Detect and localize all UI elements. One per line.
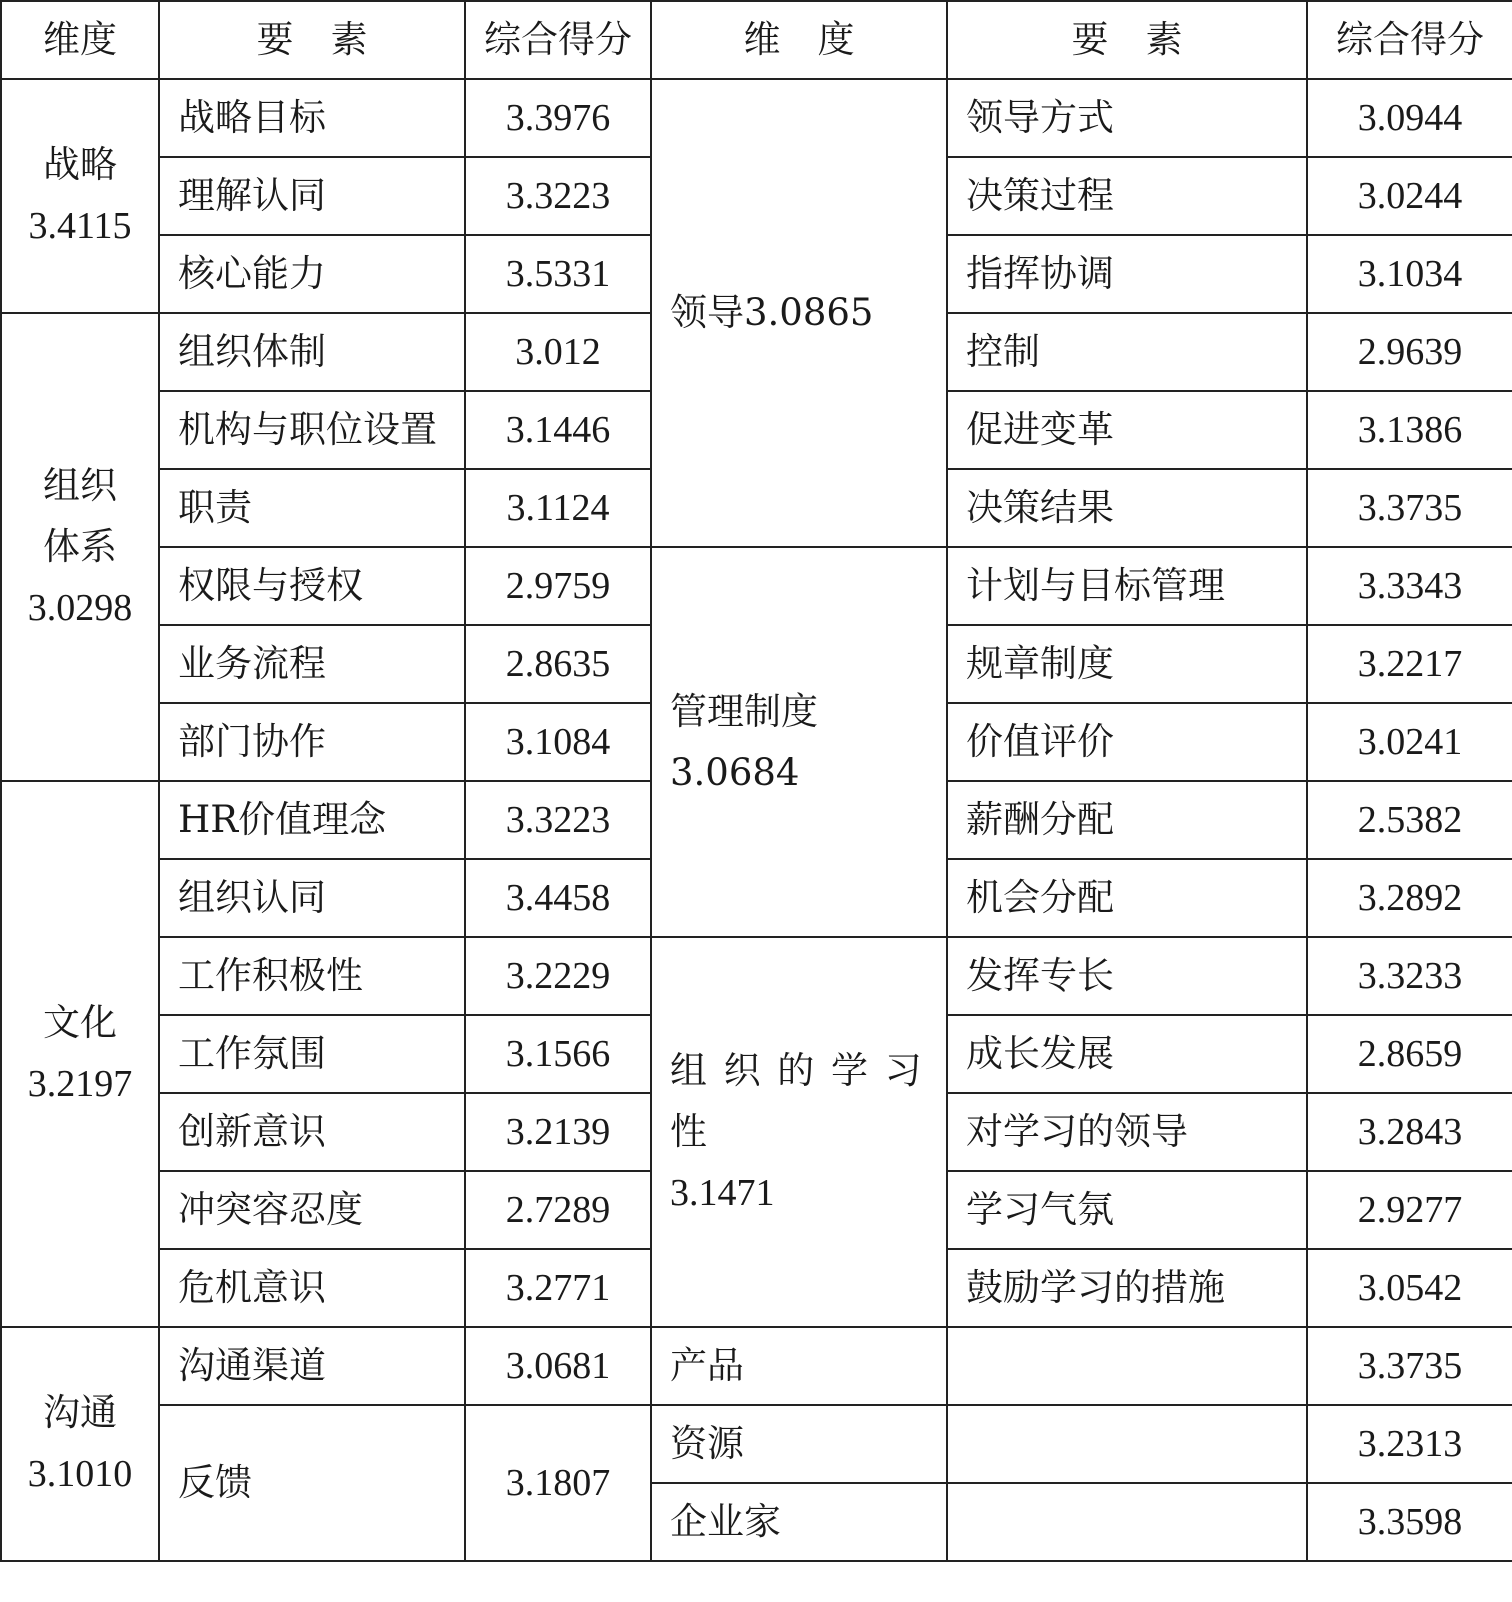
header-element: 要 素 (159, 1, 465, 79)
score-cell: 3.3598 (1307, 1483, 1512, 1561)
dimension-name-line2: 体系 (43, 524, 117, 568)
element-cell: 创新意识 (159, 1093, 465, 1171)
score-cell: 3.2229 (465, 937, 651, 1015)
element-cell (947, 1327, 1307, 1405)
element-cell: 成长发展 (947, 1015, 1307, 1093)
element-cell: 沟通渠道 (159, 1327, 465, 1405)
score-cell: 2.5382 (1307, 781, 1512, 859)
element-cell: 薪酬分配 (947, 781, 1307, 859)
score-cell: 3.2892 (1307, 859, 1512, 937)
score-cell: 3.2217 (1307, 625, 1512, 703)
score-cell: 3.3343 (1307, 547, 1512, 625)
element-cell: 机会分配 (947, 859, 1307, 937)
element-cell: 战略目标 (159, 79, 465, 157)
dimension-name: 文化 (43, 1001, 117, 1045)
element-cell: 组织体制 (159, 313, 465, 391)
dimension-strategy (1, 79, 159, 313)
dimension-organization (1, 313, 159, 781)
element-cell: 鼓励学习的措施 (947, 1249, 1307, 1327)
score-cell: 2.8635 (465, 625, 651, 703)
score-cell: 2.9639 (1307, 313, 1512, 391)
score-cell: 3.1124 (465, 469, 651, 547)
dimension-communication (1, 1327, 159, 1561)
element-cell (947, 1405, 1307, 1483)
table-row (1, 547, 1512, 625)
element-cell: 工作积极性 (159, 937, 465, 1015)
element-cell: 控制 (947, 313, 1307, 391)
score-cell: 3.4458 (465, 859, 651, 937)
dimension-learning (651, 937, 947, 1327)
dimension-name: 组织 (43, 463, 117, 507)
element-cell: 危机意识 (159, 1249, 465, 1327)
element-cell: 计划与目标管理 (947, 547, 1307, 625)
element-cell: 核心能力 (159, 235, 465, 313)
header-element-right: 要 素 (947, 1, 1307, 79)
score-cell: 3.1446 (465, 391, 651, 469)
element-cell: 冲突容忍度 (159, 1171, 465, 1249)
score-cell: 3.0681 (465, 1327, 651, 1405)
dimension-score: 3.1471 (670, 1171, 775, 1214)
dimension-name: 组织的学习性 (670, 1048, 939, 1153)
table-row (1, 937, 1512, 1015)
score-cell: 3.0241 (1307, 703, 1512, 781)
score-cell: 3.3976 (465, 79, 651, 157)
dimension-entrepreneur: 企业家 (651, 1483, 947, 1561)
score-cell: 3.3223 (465, 781, 651, 859)
score-cell: 2.9759 (465, 547, 651, 625)
header-dimension: 维度 (1, 1, 159, 79)
element-cell: 对学习的领导 (947, 1093, 1307, 1171)
header-score: 综合得分 (465, 1, 651, 79)
score-cell: 3.0944 (1307, 79, 1512, 157)
score-cell: 3.2843 (1307, 1093, 1512, 1171)
score-cell: 3.3223 (465, 157, 651, 235)
score-cell: 3.2313 (1307, 1405, 1512, 1483)
score-cell: 3.3735 (1307, 469, 1512, 547)
score-cell: 3.1386 (1307, 391, 1512, 469)
dimension-product: 产品 (651, 1327, 947, 1405)
element-cell: 组织认同 (159, 859, 465, 937)
score-cell: 2.7289 (465, 1171, 651, 1249)
table-row (1, 79, 1512, 157)
dimension-score: 3.1010 (27, 1453, 133, 1496)
dimension-leadership: 领导3.0865 (651, 79, 947, 547)
element-cell: 权限与授权 (159, 547, 465, 625)
element-cell: 决策结果 (947, 469, 1307, 547)
score-cell: 3.2771 (465, 1249, 651, 1327)
score-cell: 3.1566 (465, 1015, 651, 1093)
score-cell: 3.1084 (465, 703, 651, 781)
dimension-score: 3.0298 (27, 586, 133, 629)
score-cell: 3.012 (465, 313, 651, 391)
element-cell: 机构与职位设置 (159, 391, 465, 469)
element-cell: 领导方式 (947, 79, 1307, 157)
element-cell: HR价值理念 (159, 781, 465, 859)
element-cell: 理解认同 (159, 157, 465, 235)
dimension-name: 战略 (43, 143, 117, 187)
score-cell: 3.3735 (1307, 1327, 1512, 1405)
element-cell: 促进变革 (947, 391, 1307, 469)
score-cell: 2.8659 (1307, 1015, 1512, 1093)
element-cell: 业务流程 (159, 625, 465, 703)
element-cell: 规章制度 (947, 625, 1307, 703)
element-cell (947, 1483, 1307, 1561)
element-cell: 价值评价 (947, 703, 1307, 781)
element-cell: 部门协作 (159, 703, 465, 781)
header-score-right: 综合得分 (1307, 1, 1512, 79)
dimension-name: 沟通 (43, 1391, 117, 1435)
score-cell: 3.2139 (465, 1093, 651, 1171)
score-cell: 3.1034 (1307, 235, 1512, 313)
score-cell: 3.5331 (465, 235, 651, 313)
element-cell: 指挥协调 (947, 235, 1307, 313)
element-cell: 决策过程 (947, 157, 1307, 235)
score-cell: 3.0542 (1307, 1249, 1512, 1327)
dimension-resource: 资源 (651, 1405, 947, 1483)
element-cell: 反馈 (159, 1405, 465, 1561)
score-cell: 3.3233 (1307, 937, 1512, 1015)
dimension-score: 3.2197 (27, 1063, 133, 1106)
header-row (1, 1, 1512, 79)
table-row (1, 1405, 1512, 1483)
element-cell: 工作氛围 (159, 1015, 465, 1093)
score-cell: 3.0244 (1307, 157, 1512, 235)
element-cell: 学习气氛 (947, 1171, 1307, 1249)
score-cell: 3.1807 (465, 1405, 651, 1561)
table-row (1, 1327, 1512, 1405)
dimension-management: 管理制度3.0684 (651, 547, 947, 937)
score-cell: 2.9277 (1307, 1171, 1512, 1249)
element-cell: 发挥专长 (947, 937, 1307, 1015)
dimension-score: 3.4115 (28, 205, 132, 248)
header-dimension-right: 维 度 (651, 1, 947, 79)
element-cell: 职责 (159, 469, 465, 547)
dimension-culture (1, 781, 159, 1327)
